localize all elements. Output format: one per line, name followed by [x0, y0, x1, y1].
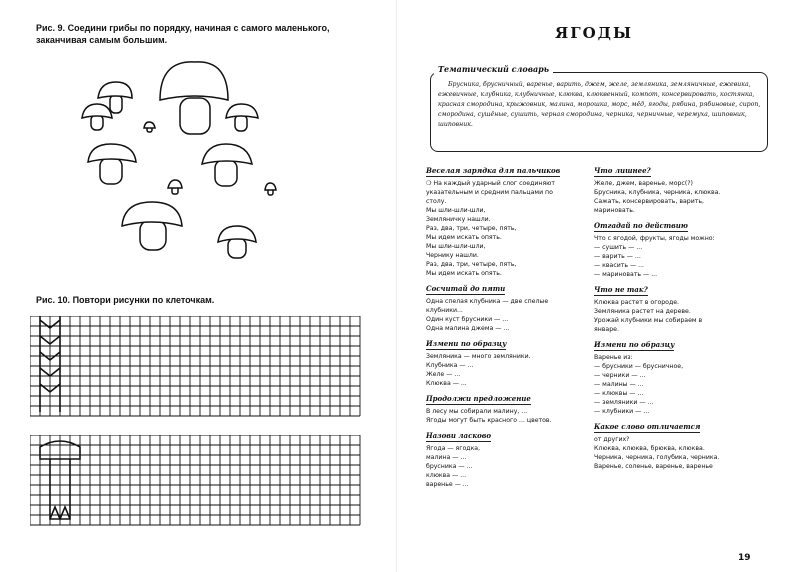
exercise-line: — земляники — ... — [594, 399, 654, 406]
page-number: 19 — [738, 553, 751, 563]
exercise-line: Урожай клубники мы собираем в — [594, 317, 703, 324]
exercise-line: малина — ... — [426, 454, 467, 461]
exercise-row — [426, 233, 586, 242]
exercise-row — [594, 435, 764, 444]
exercise-line: варенье — ... — [426, 481, 469, 488]
exercise-line: Одна спелая клубника — две спелые — [426, 298, 549, 305]
exercise-column-left — [426, 160, 586, 489]
exercise-line: клюква — ... — [426, 472, 467, 479]
exercise-row — [594, 261, 764, 270]
exercise-row — [426, 242, 586, 251]
section-heading: Какое слово отличается — [594, 422, 701, 431]
section-heading: Веселая зарядка для пальчиков — [426, 166, 561, 175]
exercise-line: Клубника — ... — [426, 362, 474, 369]
mushroom-tiny-1 — [144, 122, 155, 132]
fig9-caption — [36, 22, 366, 46]
gutter — [396, 0, 397, 572]
exercise-row — [426, 361, 586, 370]
exercise-row — [426, 179, 586, 188]
exercise-line: Сажать, консервировать, варить, — [594, 198, 704, 205]
exercise-line: Клюква — ... — [426, 380, 467, 387]
mushroom-2 — [82, 104, 112, 130]
exercise-line: Желе, джем, варенье, морс(?) — [594, 180, 693, 187]
mushroom-tiny-3 — [265, 183, 276, 195]
fig9-label: Рис. 9. — [36, 23, 66, 33]
exercise-row — [594, 307, 764, 316]
exercise-line: Варенье, соленье, варенье, варенье — [594, 463, 713, 470]
section-heading: Сосчитай до пяти — [426, 284, 506, 293]
exercise-row — [426, 425, 586, 444]
exercise-row — [426, 315, 586, 324]
exercise-line: — черники — ... — [594, 372, 646, 379]
fig10-text: Повтори рисунки по клеточкам. — [72, 295, 215, 305]
exercise-line: январе. — [594, 326, 619, 333]
exercise-row — [426, 215, 586, 224]
exercise-row — [594, 160, 764, 179]
exercise-row — [426, 160, 586, 179]
exercise-line: В лесу мы собирали малину, ... — [426, 408, 528, 415]
exercise-row — [594, 389, 764, 398]
exercise-row — [594, 353, 764, 362]
exercise-row — [426, 444, 586, 453]
exercise-row — [594, 325, 764, 334]
exercise-row — [426, 324, 586, 333]
exercise-line: Клюква растет в огороде. — [594, 299, 680, 306]
grid-exercise-2 — [30, 435, 370, 527]
mushroom-6 — [122, 202, 182, 250]
exercise-row — [594, 188, 764, 197]
exercise-line: Одна малина джема — ... — [426, 325, 510, 332]
exercise-line: — варить — ... — [594, 253, 641, 260]
exercise-row — [594, 179, 764, 188]
section-heading: Отгадай по действию — [594, 221, 688, 230]
exercise-row — [594, 215, 764, 234]
exercise-line: указательным и средним пальцами по — [426, 189, 553, 196]
exercise-line: столу. — [426, 198, 447, 205]
mushrooms-illustration — [60, 60, 280, 280]
section-heading: Назови ласково — [426, 431, 492, 440]
vocabulary-title: Тематический словарь — [434, 64, 553, 74]
exercise-line: брусника — ... — [426, 463, 473, 470]
exercise-line: Варенье из: — [594, 354, 633, 361]
chapter-title: ЯГОДЫ — [555, 24, 634, 42]
exercise-row — [426, 251, 586, 260]
exercise-row — [594, 407, 764, 416]
exercise-row — [426, 224, 586, 233]
exercise-row — [594, 298, 764, 307]
section-heading: Что лишнее? — [594, 166, 651, 175]
mushroom-tiny-2 — [168, 180, 182, 194]
exercise-row — [594, 279, 764, 298]
exercise-line: — квасить — ... — [594, 262, 645, 269]
mushroom-4 — [88, 144, 136, 184]
exercise-column-right — [594, 160, 764, 471]
left-page — [0, 0, 392, 572]
exercise-row — [426, 453, 586, 462]
exercise-line: Чернику нашли. — [426, 252, 479, 259]
exercise-row — [594, 444, 764, 453]
exercise-row — [426, 278, 586, 297]
exercise-row — [426, 269, 586, 278]
exercise-line: Черника, черника, голубика, черника. — [594, 454, 720, 461]
mushroom-3 — [226, 104, 258, 131]
exercise-row — [426, 206, 586, 215]
exercise-row — [426, 188, 586, 197]
exercise-row — [426, 370, 586, 379]
exercise-row — [594, 398, 764, 407]
exercise-line: — брусники — брусничное, — [594, 363, 684, 370]
exercise-row — [594, 462, 764, 471]
exercise-line: — клюквы — ... — [594, 390, 644, 397]
exercise-line: Раз, два, три, четыре, пять, — [426, 261, 517, 268]
exercise-line: — сушить — ... — [594, 244, 643, 251]
exercise-line: Раз, два, три, четыре, пять, — [426, 225, 517, 232]
exercise-row — [594, 252, 764, 261]
exercise-row — [594, 380, 764, 389]
exercise-line: ❍ На каждый ударный слог соединяют — [426, 180, 555, 187]
exercise-row — [426, 297, 586, 306]
exercise-row — [594, 453, 764, 462]
exercise-line: Один куст брусники — ... — [426, 316, 509, 323]
exercise-row — [426, 480, 586, 489]
exercise-row — [426, 352, 586, 361]
exercise-line: Ягоды могут быть красного ... цветов. — [426, 417, 552, 424]
exercise-line: Клюква, клюква, брюква, клюква. — [594, 445, 705, 452]
mushroom-7 — [218, 226, 256, 258]
vocabulary-text: Брусника, брусничный, варенье, варить, джем, желе, земляника, земляничные, ежевика, ежевичные, клубника, клубничные, клюква, клюквенный, компот, консервировать, костянка, красная смородина, крыжовник, малина, морошка, морс, мёд, ягоды, рябина, рябиновые, сироп, смородина, сушёные, сушить, черная смородина, черника, черничные, черемуха, шиповник, шиповник. — [438, 81, 761, 128]
grid-exercise-1 — [30, 316, 370, 422]
fig10-caption — [36, 294, 356, 306]
exercise-row — [426, 388, 586, 407]
mushroom-5 — [202, 144, 252, 186]
section-heading: Измени по образцу — [426, 339, 507, 348]
exercise-row — [426, 462, 586, 471]
fig10-label: Рис. 10. — [36, 295, 71, 305]
exercise-line: Что с ягодой, фрукты, ягоды можно: — [594, 235, 715, 242]
exercise-row — [594, 243, 764, 252]
exercise-row — [594, 334, 764, 353]
mushroom-xl — [160, 62, 228, 134]
exercise-line: Земляника растет на дереве. — [594, 308, 691, 315]
section-heading: Продолжи предложение — [426, 394, 531, 403]
exercise-row — [594, 371, 764, 380]
exercise-line: — малины — ... — [594, 381, 644, 388]
exercise-row — [426, 333, 586, 352]
exercise-row — [594, 234, 764, 243]
exercise-line: Мы идем искать опять. — [426, 234, 502, 241]
exercise-row — [426, 306, 586, 315]
exercise-line: Земляничку нашли. — [426, 216, 491, 223]
exercise-row — [594, 197, 764, 206]
exercise-row — [426, 379, 586, 388]
exercise-row — [426, 416, 586, 425]
exercise-line: Ягода — ягодка, — [426, 445, 481, 452]
exercise-row — [426, 407, 586, 416]
exercise-row — [426, 260, 586, 269]
exercise-row — [426, 471, 586, 480]
exercise-line: Желе — ... — [426, 371, 461, 378]
exercise-line: Брусника, клубника, черника, клюква. — [594, 189, 721, 196]
section-heading: Что не так? — [594, 285, 648, 294]
exercise-line: Мы шли-шли-шли, — [426, 207, 486, 214]
exercise-line: Мы шли-шли-шли, — [426, 243, 486, 250]
exercise-line: клубники... — [426, 307, 463, 314]
exercise-line: — клубники — ... — [594, 408, 650, 415]
exercise-line: от других? — [594, 436, 630, 443]
exercise-row — [594, 206, 764, 215]
exercise-row — [594, 316, 764, 325]
exercise-row — [426, 197, 586, 206]
exercise-row — [594, 362, 764, 371]
exercise-row — [594, 416, 764, 435]
exercise-line: — мариновать — ... — [594, 271, 658, 278]
exercise-row — [594, 270, 764, 279]
exercise-line: Мы идем искать опять. — [426, 270, 502, 277]
exercise-line: Земляника — много земляники. — [426, 353, 531, 360]
section-heading: Измени по образцу — [594, 340, 675, 349]
exercise-line: мариновать. — [594, 207, 635, 214]
fig9-text: Соедини грибы по порядку, начиная с самого маленького, заканчивая самым большим. — [36, 23, 330, 45]
